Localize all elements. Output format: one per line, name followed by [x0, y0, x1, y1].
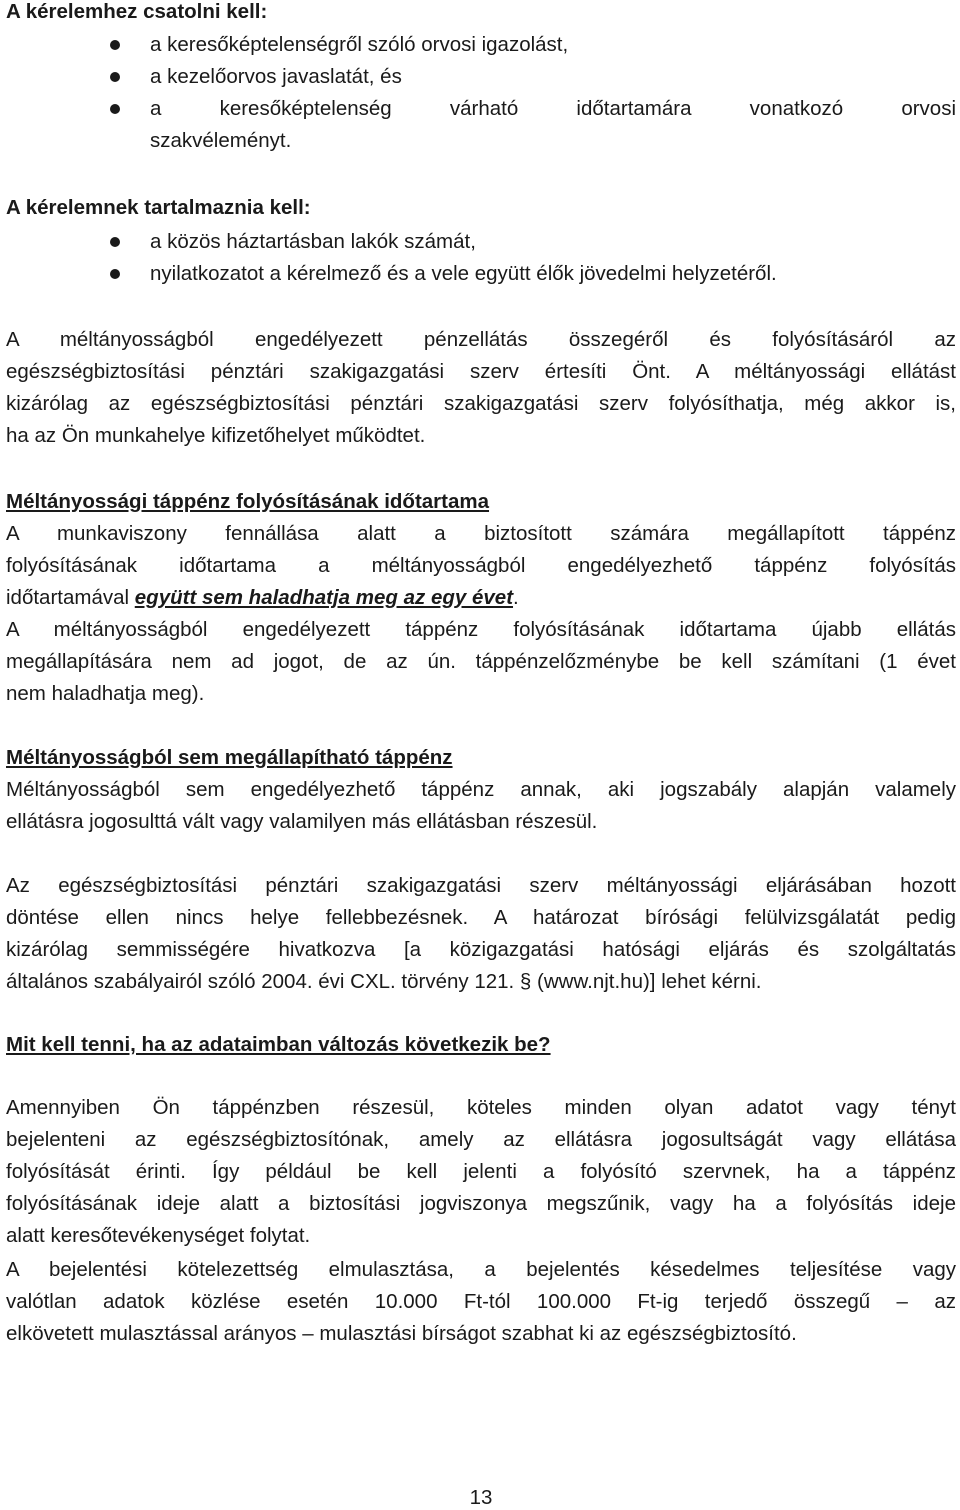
paragraph-line: elkövetett mulasztással arányos – mulasztási bírságot szabhat ki az egészségbiztosító. — [6, 1322, 797, 1345]
paragraph-line: döntése ellen nincs helye fellebbezésnek. A határozat bírósági felülvizsgálatát pedig — [6, 906, 956, 929]
paragraph-line: kizárólag semmisségére hivatkozva [a közigazgatási hatósági eljárás és szolgáltatás — [6, 938, 956, 961]
list-item: a keresőképtelenségről szóló orvosi igazolást, — [150, 33, 569, 56]
paragraph-line: folyósításának időtartama a méltányosságból engedélyezhető táppénz folyósítás — [6, 554, 956, 577]
bullet-icon — [110, 40, 120, 50]
paragraph-line: egészségbiztosítási pénztári szakigazgatási szerv értesíti Önt. A méltányossági ellátást — [6, 360, 956, 383]
paragraph-line: megállapítására nem ad jogot, de az ún. táppénzelőzménybe be kell számítani (1 évet — [6, 650, 956, 673]
paragraph-line — [6, 586, 519, 610]
paragraph-line: valótlan adatok közlése esetén 10.000 Ft-tól 100.000 Ft-ig terjedő összegű – az — [6, 1290, 956, 1313]
document-page — [6, 0, 956, 1510]
paragraph-line: alatt keresőtevékenységet folytat. — [6, 1224, 311, 1247]
paragraph-line: ellátásra jogosulttá vált vagy valamilyen más ellátásban részesül. — [6, 810, 598, 833]
bullet-icon — [110, 237, 120, 247]
list-item: a közös háztartásban lakók számát, — [150, 230, 476, 253]
paragraph-line: folyósításának ideje alatt a biztosítási jogviszonya megszűnik, vagy ha a folyósítás ideje — [6, 1192, 956, 1215]
paragraph-line: Amennyiben Ön táppénzben részesül, köteles minden olyan adatot vagy tényt — [6, 1096, 956, 1119]
list-item-continuation: szakvéleményt. — [150, 129, 292, 152]
list-item: a kezelőorvos javaslatát, és — [150, 65, 402, 88]
paragraph-line: A bejelentési kötelezettség elmulasztása, a bejelentés késedelmes teljesítése vagy — [6, 1258, 956, 1281]
paragraph-line: általános szabályairól szóló 2004. évi CXL. törvény 121. § (www.njt.hu)] lehet kérni. — [6, 970, 762, 993]
line-text: . — [513, 586, 519, 609]
paragraph-line: kizárólag az egészségbiztosítási pénztári szakigazgatási szerv folyósíthatja, még akkor is, — [6, 392, 956, 415]
bullet-icon — [110, 269, 120, 279]
bullet-icon — [110, 72, 120, 82]
heading-attachments: A kérelemhez csatolni kell: — [6, 0, 268, 23]
paragraph-line: nem haladhatja meg). — [6, 682, 205, 705]
line-text: időtartamával — [6, 586, 135, 609]
paragraph-line: A méltányosságból engedélyezett táppénz folyósításának időtartama újabb ellátás — [6, 618, 956, 641]
list-item: a keresőképtelenség várható időtartamára vonatkozó orvosi — [150, 97, 956, 120]
page-number: 13 — [469, 1486, 493, 1509]
paragraph-line: A munkaviszony fennállása alatt a biztosított számára megállapított táppénz — [6, 522, 956, 545]
heading-contents: A kérelemnek tartalmaznia kell: — [6, 196, 311, 219]
paragraph-line: bejelenteni az egészségbiztosítónak, amely az ellátásra jogosultságát vagy ellátása — [6, 1128, 956, 1151]
heading-not-applicable: Méltányosságból sem megállapítható táppénz — [6, 746, 453, 769]
paragraph-line: Méltányosságból sem engedélyezhető táppénz annak, aki jogszabály alapján valamely — [6, 778, 956, 801]
list-item: nyilatkozatot a kérelmező és a vele együtt élők jövedelmi helyzetéről. — [150, 262, 777, 285]
bullet-icon — [110, 104, 120, 114]
paragraph-line: ha az Ön munkahelye kifizetőhelyet működtet. — [6, 424, 426, 447]
paragraph-line: A méltányosságból engedélyezett pénzellátás összegéről és folyósításáról az — [6, 328, 956, 351]
emphasis-text: együtt sem haladhatja meg az egy évet — [134, 586, 514, 609]
paragraph-line: Az egészségbiztosítási pénztári szakigazgatási szerv méltányossági eljárásában hozott — [6, 874, 956, 897]
paragraph-line: folyósítását érinti. Így például be kell jelenti a folyósító szervnek, ha a táppénz — [6, 1160, 956, 1183]
heading-duration: Méltányossági táppénz folyósításának időtartama — [6, 490, 490, 513]
heading-changes: Mit kell tenni, ha az adataimban változás következik be? — [6, 1033, 551, 1056]
